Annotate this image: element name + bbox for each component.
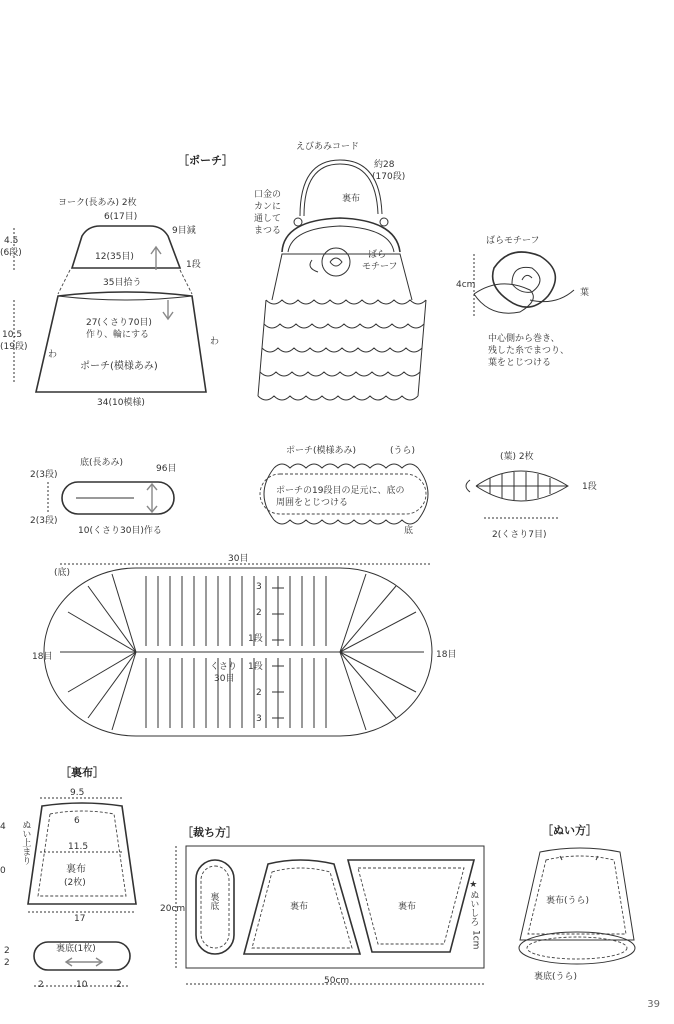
rose-leaf: 葉 — [580, 288, 590, 298]
yoke-row: 1段 — [186, 260, 201, 270]
ring-note-1: 口金の — [254, 190, 282, 200]
join-reverse: (うら) — [390, 446, 416, 456]
chart-row-upper-3: 3 — [256, 582, 262, 592]
bottom-small-chain: 10(くさり30目)作る — [78, 526, 162, 536]
chart-row-lower-1: 1段 — [248, 662, 263, 672]
chart-label: (底) — [54, 568, 71, 578]
rose-label-2: モチーフ — [362, 262, 398, 272]
leaf-row: 1段 — [582, 482, 597, 492]
join-label: ポーチ(模様あみ) — [286, 446, 357, 456]
cutting-piece-a: 裏布 — [290, 902, 309, 912]
chart-row-lower-2: 2 — [256, 688, 262, 698]
chart-chain-2: 30目 — [214, 674, 235, 684]
chart-row-upper-2: 2 — [256, 608, 262, 618]
body-chain-sub: 作り、輪にする — [86, 330, 150, 340]
bottom-small-rows-bottom: 2(3段) — [30, 516, 58, 526]
base-h1: 2 — [4, 946, 10, 956]
lining-bottom-width: 17 — [74, 914, 86, 924]
rose-motif-label: ばらモチーフ — [486, 236, 540, 246]
lining-piece-count: (2枚) — [64, 878, 86, 888]
cutting-seam-1: ★ぬいしろ — [468, 880, 479, 926]
chart-row-lower-3: 3 — [256, 714, 262, 724]
cutting-heading: ［裁ち方］ — [182, 826, 237, 839]
chart-right-count: 18目 — [436, 650, 457, 660]
cord-rows: (170段) — [372, 172, 406, 182]
chart-left-count: 18目 — [32, 652, 53, 662]
lining-side-b: 0 — [0, 866, 6, 876]
cord-length: 約28 — [374, 160, 395, 170]
join-bottom: 底 — [404, 526, 414, 536]
cutting-height: 20cm — [160, 904, 186, 914]
lining-inner-top: 6 — [74, 816, 80, 826]
leaf-chain: 2(くさり7目) — [492, 530, 547, 540]
yoke-top-count: 6(17目) — [104, 212, 138, 222]
ring-note-4: まつる — [254, 226, 282, 236]
cutting-seam-2: 1cm — [470, 930, 481, 950]
rose-note-3: 葉をとじつける — [488, 358, 552, 368]
pouch-heading: ［ポーチ］ — [178, 154, 233, 167]
lining-seam-note: ぬい上まり — [20, 820, 31, 865]
chart-row-upper-1: 1段 — [248, 634, 263, 644]
yoke-width: 12(35目) — [95, 252, 134, 262]
cutting-width: 50cm — [324, 976, 350, 986]
sewing-heading: ［ぬい方］ — [542, 824, 597, 837]
bottom-small-label: 底(長あみ) — [80, 458, 124, 468]
body-bottom-count: 34(10模様) — [97, 398, 145, 408]
yoke-decrease: 9目減 — [172, 226, 196, 236]
ring-note-2: カンに — [254, 202, 282, 212]
dim-4-5-rows: (6段) — [0, 248, 22, 258]
page-number: 39 — [647, 999, 660, 1010]
bottom-small-stitches: 96目 — [156, 464, 177, 474]
lining-top-width: 9.5 — [70, 788, 85, 798]
ring-note-3: 通して — [254, 214, 282, 224]
rose-height: 4cm — [456, 280, 476, 290]
chart-chain-1: くさり — [210, 662, 238, 672]
body-label: ポーチ(模様あみ) — [80, 361, 158, 372]
base-label: 裏底(1枚) — [56, 944, 96, 954]
lining-side-a: 4 — [0, 822, 6, 832]
join-note-2: 周囲をとじつける — [276, 498, 349, 508]
wa-right: わ — [210, 337, 220, 347]
cutting-piece-b: 裏布 — [398, 902, 417, 912]
base-right: 2 — [116, 980, 122, 990]
dim-10-5-rows: (19段) — [0, 342, 28, 352]
dim-10-5: 10.5 — [2, 330, 23, 340]
dim-4-5: 4.5 — [4, 236, 19, 246]
wa-left: わ — [48, 350, 58, 360]
leaf-label: (葉) 2枚 — [500, 452, 534, 462]
base-left: 2 — [38, 980, 44, 990]
base-mid: 10 — [76, 980, 88, 990]
cord-label: えびあみコード — [296, 142, 360, 152]
sewing-base: 裏底(うら) — [534, 972, 578, 982]
join-note-1: ポーチの19段目の足元に、底の — [276, 486, 405, 496]
chart-top-count: 30目 — [228, 554, 249, 564]
body-chain: 27(くさり70目) — [86, 318, 152, 328]
yoke-label: ヨーク(長あみ) 2枚 — [58, 198, 137, 208]
bottom-small-rows-top: 2(3段) — [30, 470, 58, 480]
rose-label-1: ばら — [368, 250, 387, 260]
rose-note-1: 中心側から巻き、 — [488, 334, 560, 344]
sewing-lining: 裏布(うら) — [546, 896, 590, 906]
lining-inner-mid: 11.5 — [68, 842, 89, 852]
yoke-pickup: 35目拾う — [103, 278, 142, 288]
cutting-base: 裏底 — [208, 892, 219, 910]
lining-piece-label: 裏布 — [66, 864, 86, 875]
rose-note-2: 残した糸でまつり、 — [488, 346, 570, 356]
lining-label: 裏布 — [342, 194, 361, 204]
base-h2: 2 — [4, 958, 10, 968]
lining-heading: ［裏布］ — [60, 766, 104, 779]
